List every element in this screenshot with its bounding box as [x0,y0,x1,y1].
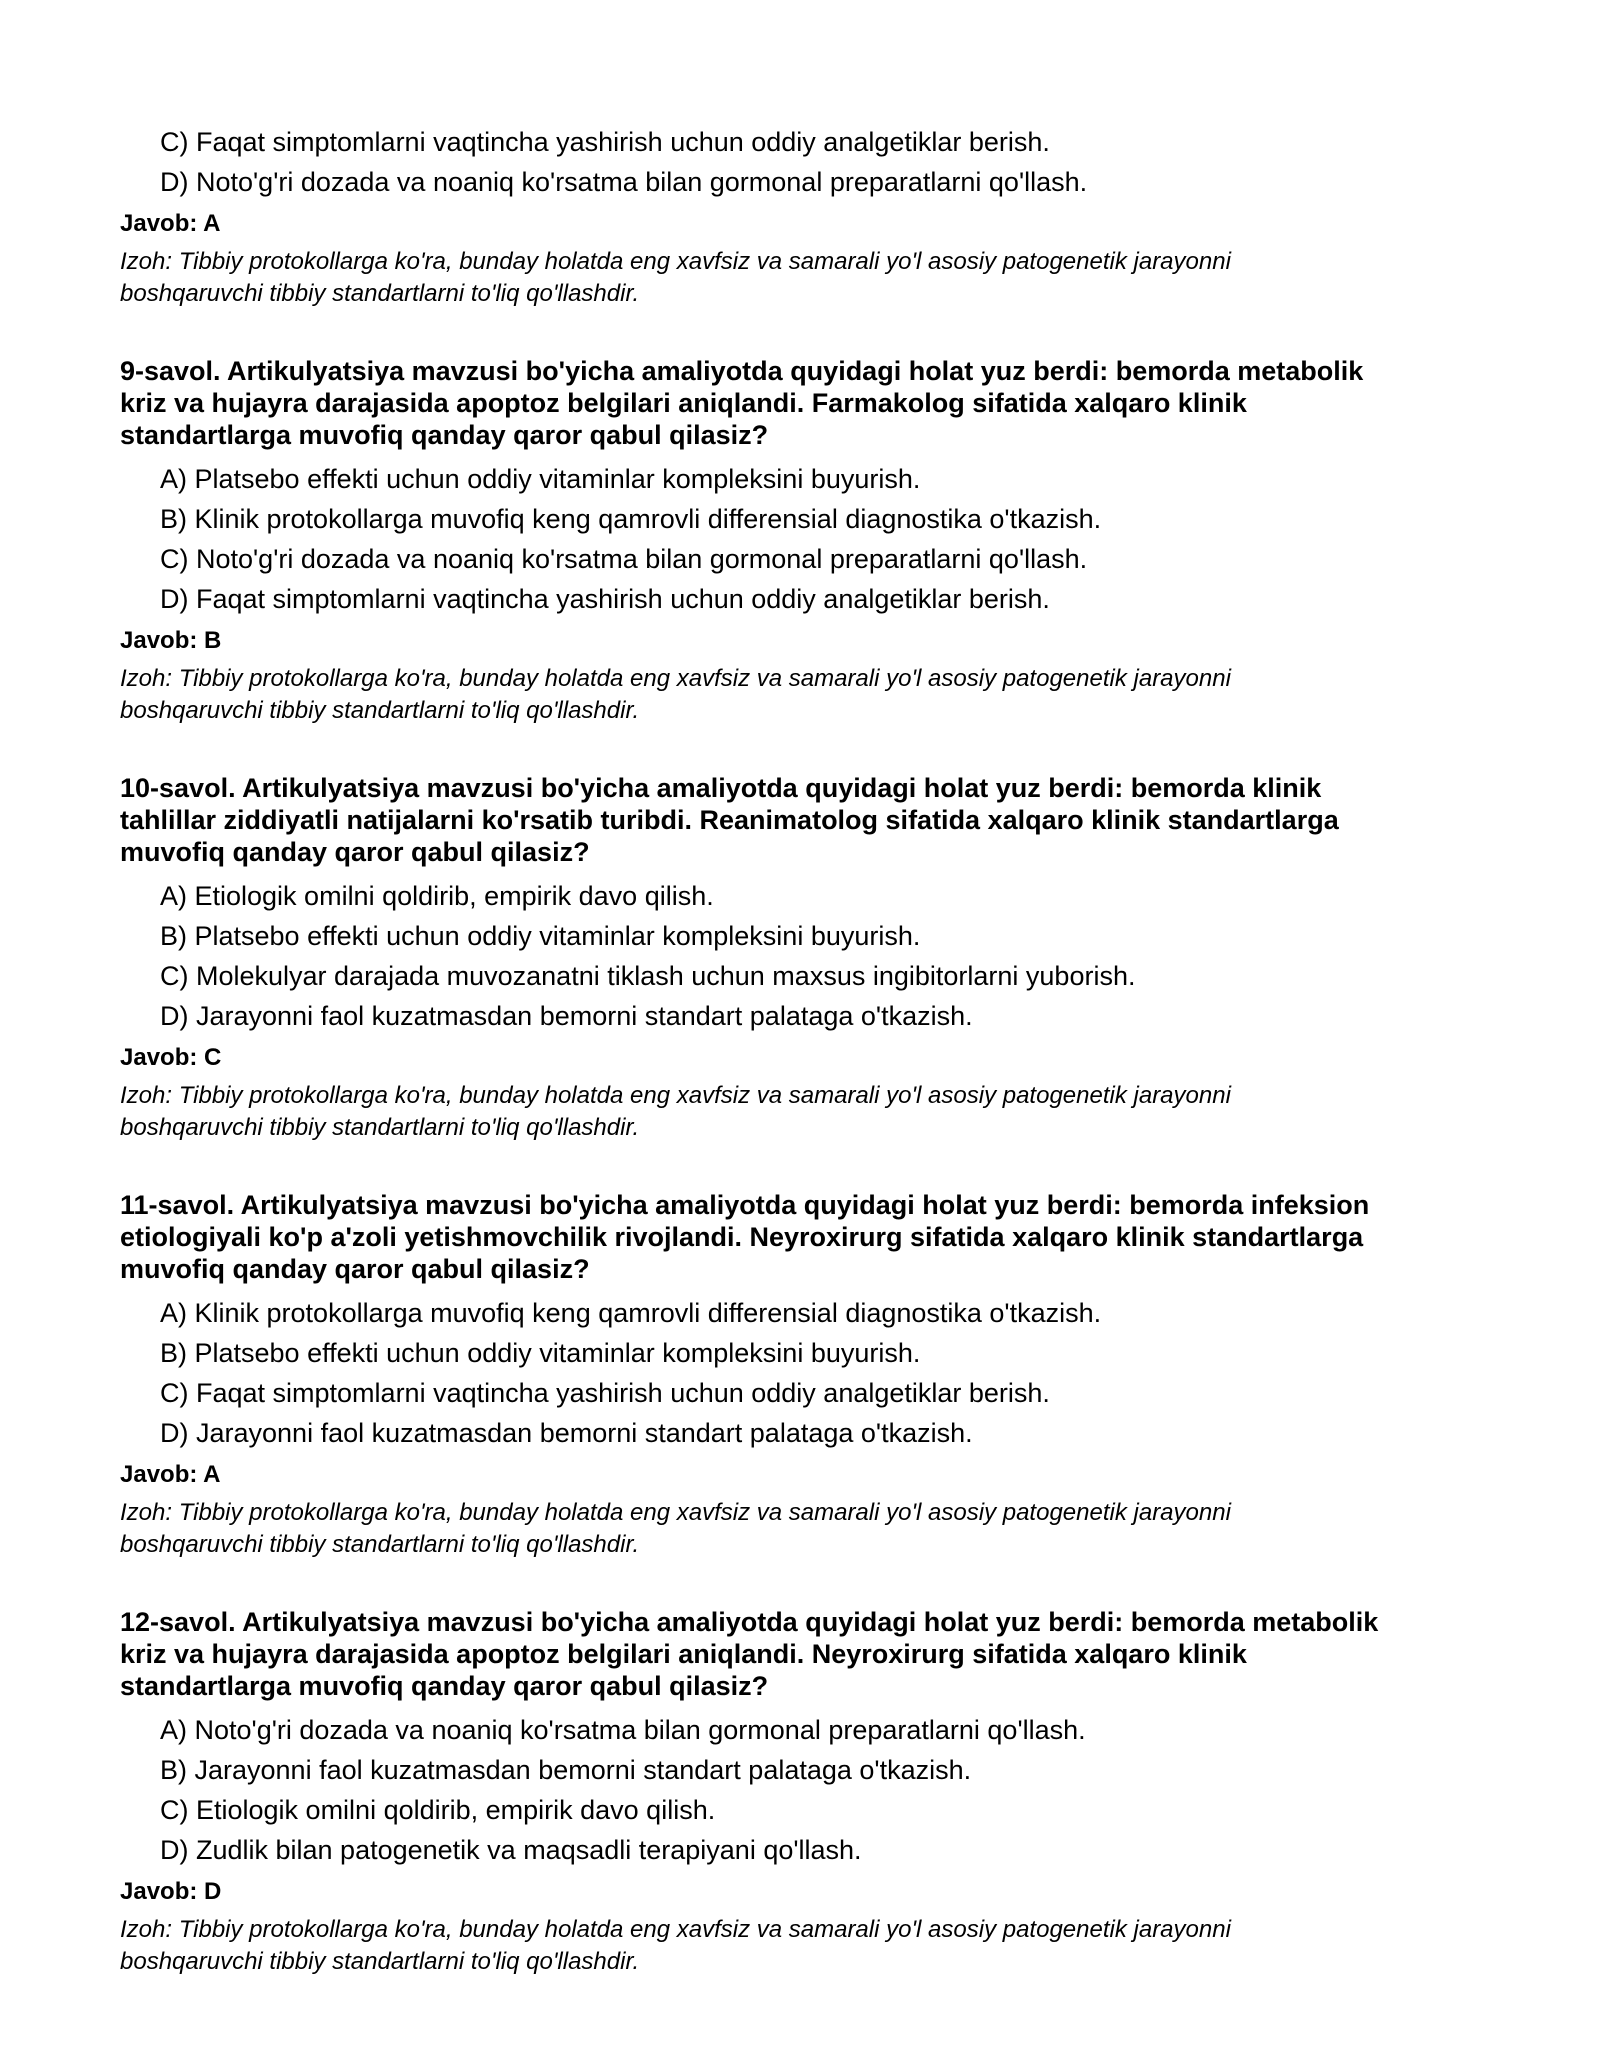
option-a: A) Etiologik omilni qoldirib, empirik davo qilish. [160,881,714,911]
explanation-note [120,246,1500,310]
question-10 [120,772,1500,1144]
previous-question-continuation [120,122,1500,310]
note-line: Izoh: Tibbiy protokollarga ko'ra, bunday holatda eng xavfsiz va samarali yo'l asosiy patogenetik jarayonni [120,1916,1231,1943]
question-text [120,1189,1500,1285]
document-page [120,122,1500,1978]
option-d: D) Noto'g'ri dozada va noaniq ko'rsatma bilan gormonal preparatlarni qo'llash. [160,167,1088,197]
question-line: muvofiq qanday qaror qabul qilasiz? [120,1254,590,1284]
option-a: A) Klinik protokollarga muvofiq keng qamrovli differensial diagnostika o'tkazish. [160,1298,1102,1328]
question-12 [120,1606,1500,1978]
option-d: D) Jarayonni faol kuzatmasdan bemorni standart palataga o'tkazish. [160,1001,973,1031]
note-line: boshqaruvchi tibbiy standartlarni to'liq qo'llashdir. [120,1948,640,1975]
answer-options [120,459,1500,619]
question-line: kriz va hujayra darajasida apoptoz belgilari aniqlandi. Farmakolog sifatida xalqaro klinik [120,388,1247,418]
note-line: boshqaruvchi tibbiy standartlarni to'liq qo'llashdir. [120,1531,640,1558]
question-text [120,772,1500,868]
option-a: A) Noto'g'ri dozada va noaniq ko'rsatma bilan gormonal preparatlarni qo'llash. [160,1715,1086,1745]
option-b: B) Platsebo effekti uchun oddiy vitaminlar kompleksini buyurish. [160,921,921,951]
question-line: 9-savol. Artikulyatsiya mavzusi bo'yicha amaliyotda quyidagi holat yuz berdi: bemorda metabolik [120,356,1364,386]
answer-options [120,1710,1500,1870]
note-line: boshqaruvchi tibbiy standartlarni to'liq qo'llashdir. [120,1114,640,1141]
option-d: D) Faqat simptomlarni vaqtincha yashirish uchun oddiy analgetiklar berish. [160,584,1050,614]
answer-label: Javob: D [120,1878,222,1905]
question-text [120,1606,1500,1702]
answer-options [120,876,1500,1036]
option-a: A) Platsebo effekti uchun oddiy vitaminlar kompleksini buyurish. [160,464,921,494]
option-b: B) Jarayonni faol kuzatmasdan bemorni standart palataga o'tkazish. [160,1755,972,1785]
explanation-note [120,663,1500,727]
option-b: B) Platsebo effekti uchun oddiy vitaminlar kompleksini buyurish. [160,1338,921,1368]
note-line: Izoh: Tibbiy protokollarga ko'ra, bunday holatda eng xavfsiz va samarali yo'l asosiy patogenetik jarayonni [120,248,1231,275]
question-line: kriz va hujayra darajasida apoptoz belgilari aniqlandi. Neyroxirurg sifatida xalqaro klinik [120,1639,1247,1669]
question-line: 11-savol. Artikulyatsiya mavzusi bo'yicha amaliyotda quyidagi holat yuz berdi: bemorda infeksion [120,1190,1370,1220]
option-c: C) Molekulyar darajada muvozanatni tiklash uchun maxsus ingibitorlarni yuborish. [160,961,1136,991]
question-line: standartlarga muvofiq qanday qaror qabul qilasiz? [120,1671,769,1701]
note-line: boshqaruvchi tibbiy standartlarni to'liq qo'llashdir. [120,280,640,307]
question-text [120,355,1500,451]
question-line: standartlarga muvofiq qanday qaror qabul qilasiz? [120,420,769,450]
question-line: 12-savol. Artikulyatsiya mavzusi bo'yicha amaliyotda quyidagi holat yuz berdi: bemorda metabolik [120,1607,1379,1637]
question-line: etiologiyali ko'p a'zoli yetishmovchilik rivojlandi. Neyroxirurg sifatida xalqaro klinik standartlarga [120,1222,1364,1252]
option-d: D) Zudlik bilan patogenetik va maqsadli terapiyani qo'llash. [160,1835,862,1865]
note-line: Izoh: Tibbiy protokollarga ko'ra, bunday holatda eng xavfsiz va samarali yo'l asosiy patogenetik jarayonni [120,665,1231,692]
option-d: D) Jarayonni faol kuzatmasdan bemorni standart palataga o'tkazish. [160,1418,973,1448]
option-c: C) Etiologik omilni qoldirib, empirik davo qilish. [160,1795,716,1825]
answer-label: Javob: A [120,1461,221,1488]
note-line: Izoh: Tibbiy protokollarga ko'ra, bunday holatda eng xavfsiz va samarali yo'l asosiy patogenetik jarayonni [120,1499,1231,1526]
note-line: boshqaruvchi tibbiy standartlarni to'liq qo'llashdir. [120,697,640,724]
question-11 [120,1189,1500,1561]
option-b: B) Klinik protokollarga muvofiq keng qamrovli differensial diagnostika o'tkazish. [160,504,1102,534]
option-c: C) Faqat simptomlarni vaqtincha yashirish uchun oddiy analgetiklar berish. [160,127,1050,157]
question-line: muvofiq qanday qaror qabul qilasiz? [120,837,590,867]
question-9 [120,355,1500,727]
answer-options [120,1293,1500,1453]
option-c: C) Faqat simptomlarni vaqtincha yashirish uchun oddiy analgetiklar berish. [160,1378,1050,1408]
explanation-note [120,1497,1500,1561]
option-c: C) Noto'g'ri dozada va noaniq ko'rsatma bilan gormonal preparatlarni qo'llash. [160,544,1088,574]
answer-options [120,122,1500,202]
explanation-note [120,1080,1500,1144]
answer-label: Javob: C [120,1044,222,1071]
answer-label: Javob: A [120,210,221,237]
note-line: Izoh: Tibbiy protokollarga ko'ra, bunday holatda eng xavfsiz va samarali yo'l asosiy patogenetik jarayonni [120,1082,1231,1109]
question-line: tahlillar ziddiyatli natijalarni ko'rsatib turibdi. Reanimatolog sifatida xalqaro klinik standartlarga [120,805,1339,835]
answer-label: Javob: B [120,627,222,654]
question-line: 10-savol. Artikulyatsiya mavzusi bo'yicha amaliyotda quyidagi holat yuz berdi: bemorda klinik [120,773,1322,803]
explanation-note [120,1914,1500,1978]
